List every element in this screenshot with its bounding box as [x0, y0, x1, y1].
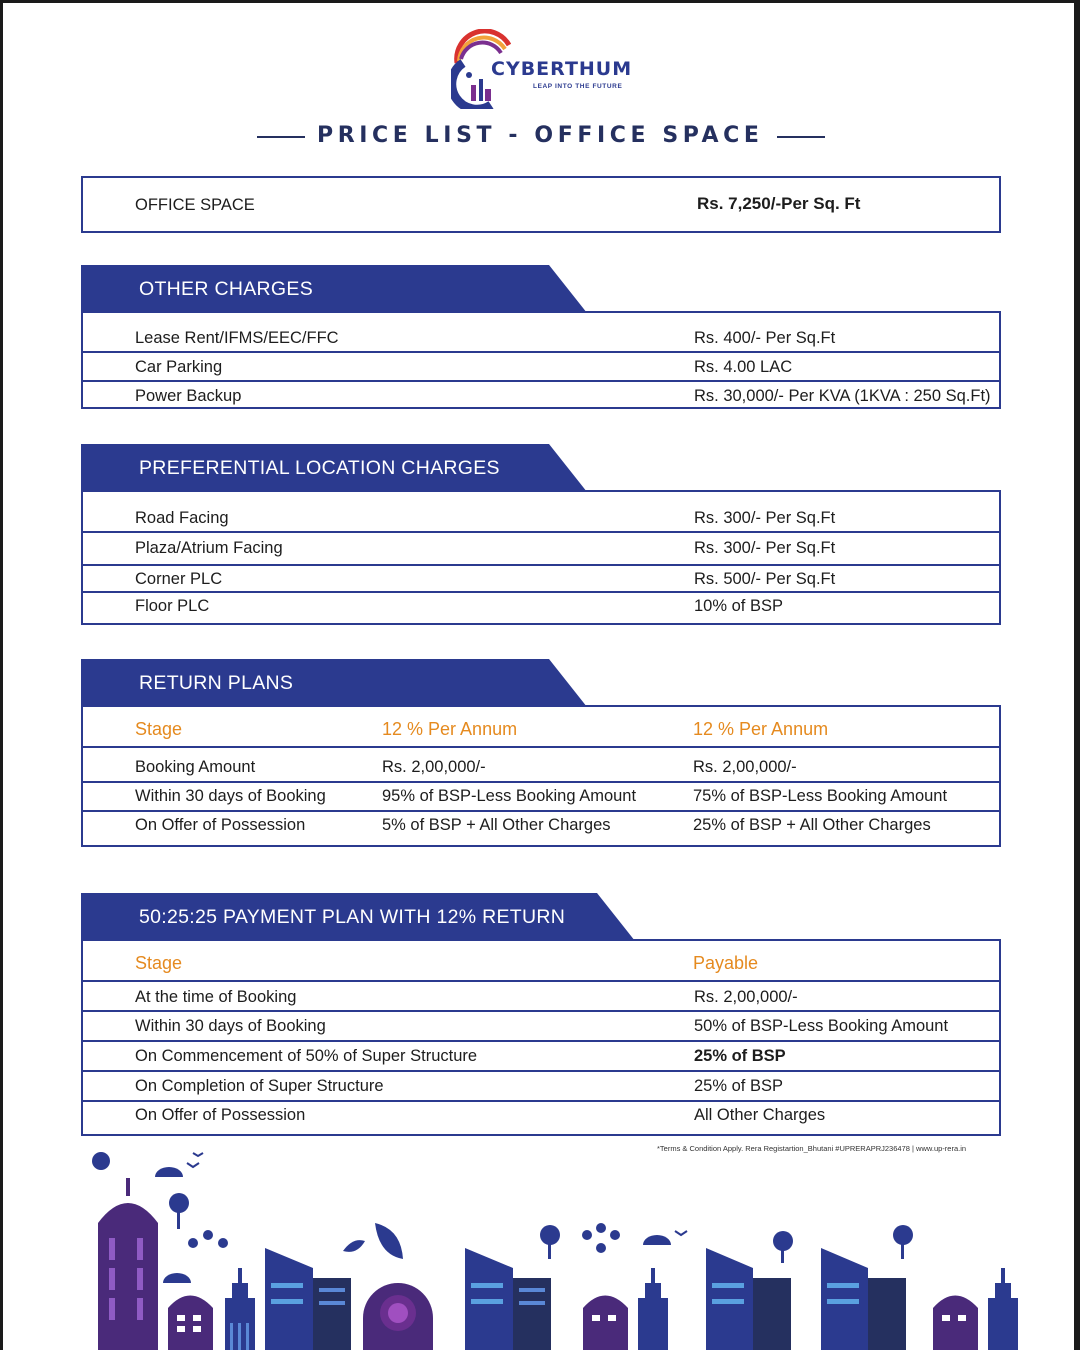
table-row [83, 531, 999, 565]
column-header: Payable [693, 953, 759, 973]
row-value: Rs. 400/- Per Sq.Ft [694, 329, 836, 347]
row-label: Lease Rent/IFMS/EEC/FFC [135, 329, 339, 347]
title-rule-right [777, 136, 825, 138]
row-value: 10% of BSP [694, 597, 783, 615]
table-header-row [83, 707, 999, 746]
other-charges-table [81, 311, 1001, 409]
column-header: Stage [135, 719, 183, 739]
table-row [83, 1070, 999, 1101]
other-charges-heading: OTHER CHARGES [139, 278, 314, 300]
return-plans-heading: RETURN PLANS [139, 672, 294, 694]
brand-logo [451, 29, 651, 109]
row-value: Rs. 4.00 LAC [694, 358, 793, 376]
row-value: Rs. 300/- Per Sq.Ft [694, 539, 836, 557]
row-value: Rs. 2,00,000/- [693, 758, 797, 776]
table-row [83, 746, 999, 782]
plc-heading: PREFERENTIAL LOCATION CHARGES [139, 457, 500, 479]
table-row [83, 591, 999, 625]
table-row [83, 810, 999, 847]
row-value: 25% of BSP + All Other Charges [693, 816, 931, 834]
table-row [83, 492, 999, 531]
row-label: On Completion of Super Structure [135, 1077, 384, 1095]
row-label: On Offer of Possession [135, 1106, 306, 1124]
brand-name: CYBERTHUM [491, 58, 633, 80]
row-label: Within 30 days of Booking [135, 1017, 326, 1035]
title-rule-left [257, 136, 305, 138]
table-row [83, 313, 999, 351]
row-label: On Commencement of 50% of Super Structure [135, 1047, 478, 1065]
row-label: Road Facing [135, 509, 229, 527]
city-skyline-illustration [3, 1143, 1074, 1350]
row-value: Rs. 30,000/- Per KVA (1KVA : 250 Sq.Ft) [694, 387, 991, 405]
row-value: Rs. 2,00,000/- [382, 758, 486, 776]
row-label: Booking Amount [135, 758, 256, 776]
payment-plan-heading: 50:25:25 PAYMENT PLAN WITH 12% RETURN [139, 906, 566, 928]
office-space-box [81, 176, 1001, 233]
row-label: On Offer of Possession [135, 816, 306, 834]
row-label: Power Backup [135, 387, 242, 405]
table-row [83, 380, 999, 410]
row-label: At the time of Booking [135, 988, 297, 1006]
page-title-text: PRICE LIST - OFFICE SPACE [317, 123, 764, 148]
table-row [83, 781, 999, 811]
plc-table [81, 490, 1001, 625]
column-header: 12 % Per Annum [693, 719, 829, 739]
row-label: Corner PLC [135, 570, 223, 588]
row-value: All Other Charges [694, 1106, 826, 1124]
row-value: 25% of BSP [694, 1047, 786, 1065]
row-label: Plaza/Atrium Facing [135, 539, 283, 557]
table-row [83, 1100, 999, 1136]
table-row [83, 564, 999, 593]
office-space-price: Rs. 7,250/-Per Sq. Ft [697, 194, 861, 213]
table-row [83, 980, 999, 1011]
row-value: 75% of BSP-Less Booking Amount [693, 787, 948, 805]
column-header: Stage [135, 953, 183, 973]
row-value: Rs. 2,00,000/- [694, 988, 798, 1006]
row-value: 95% of BSP-Less Booking Amount [382, 787, 637, 805]
row-label: Car Parking [135, 358, 223, 376]
table-row [83, 1010, 999, 1041]
office-space-label: OFFICE SPACE [135, 196, 255, 214]
row-value: Rs. 500/- Per Sq.Ft [694, 570, 836, 588]
table-header-row [83, 941, 999, 980]
footnote: *Terms & Condition Apply. Rera Registartion_Bhutani #UPRERAPRJ236478 | www.up-rera.in [657, 1144, 967, 1153]
row-value: Rs. 300/- Per Sq.Ft [694, 509, 836, 527]
row-value: 50% of BSP-Less Booking Amount [694, 1017, 949, 1035]
table-row [83, 351, 999, 381]
row-value: 25% of BSP [694, 1077, 783, 1095]
row-label: Floor PLC [135, 597, 210, 615]
column-header: 12 % Per Annum [382, 719, 518, 739]
row-value: 5% of BSP + All Other Charges [382, 816, 611, 834]
return-plans-table [81, 705, 1001, 847]
brand-tagline: LEAP INTO THE FUTURE [533, 83, 623, 90]
page-title [257, 121, 827, 153]
table-row [83, 1040, 999, 1071]
payment-plan-table [81, 939, 1001, 1136]
price-list-page [3, 3, 1074, 1350]
row-label: Within 30 days of Booking [135, 787, 326, 805]
